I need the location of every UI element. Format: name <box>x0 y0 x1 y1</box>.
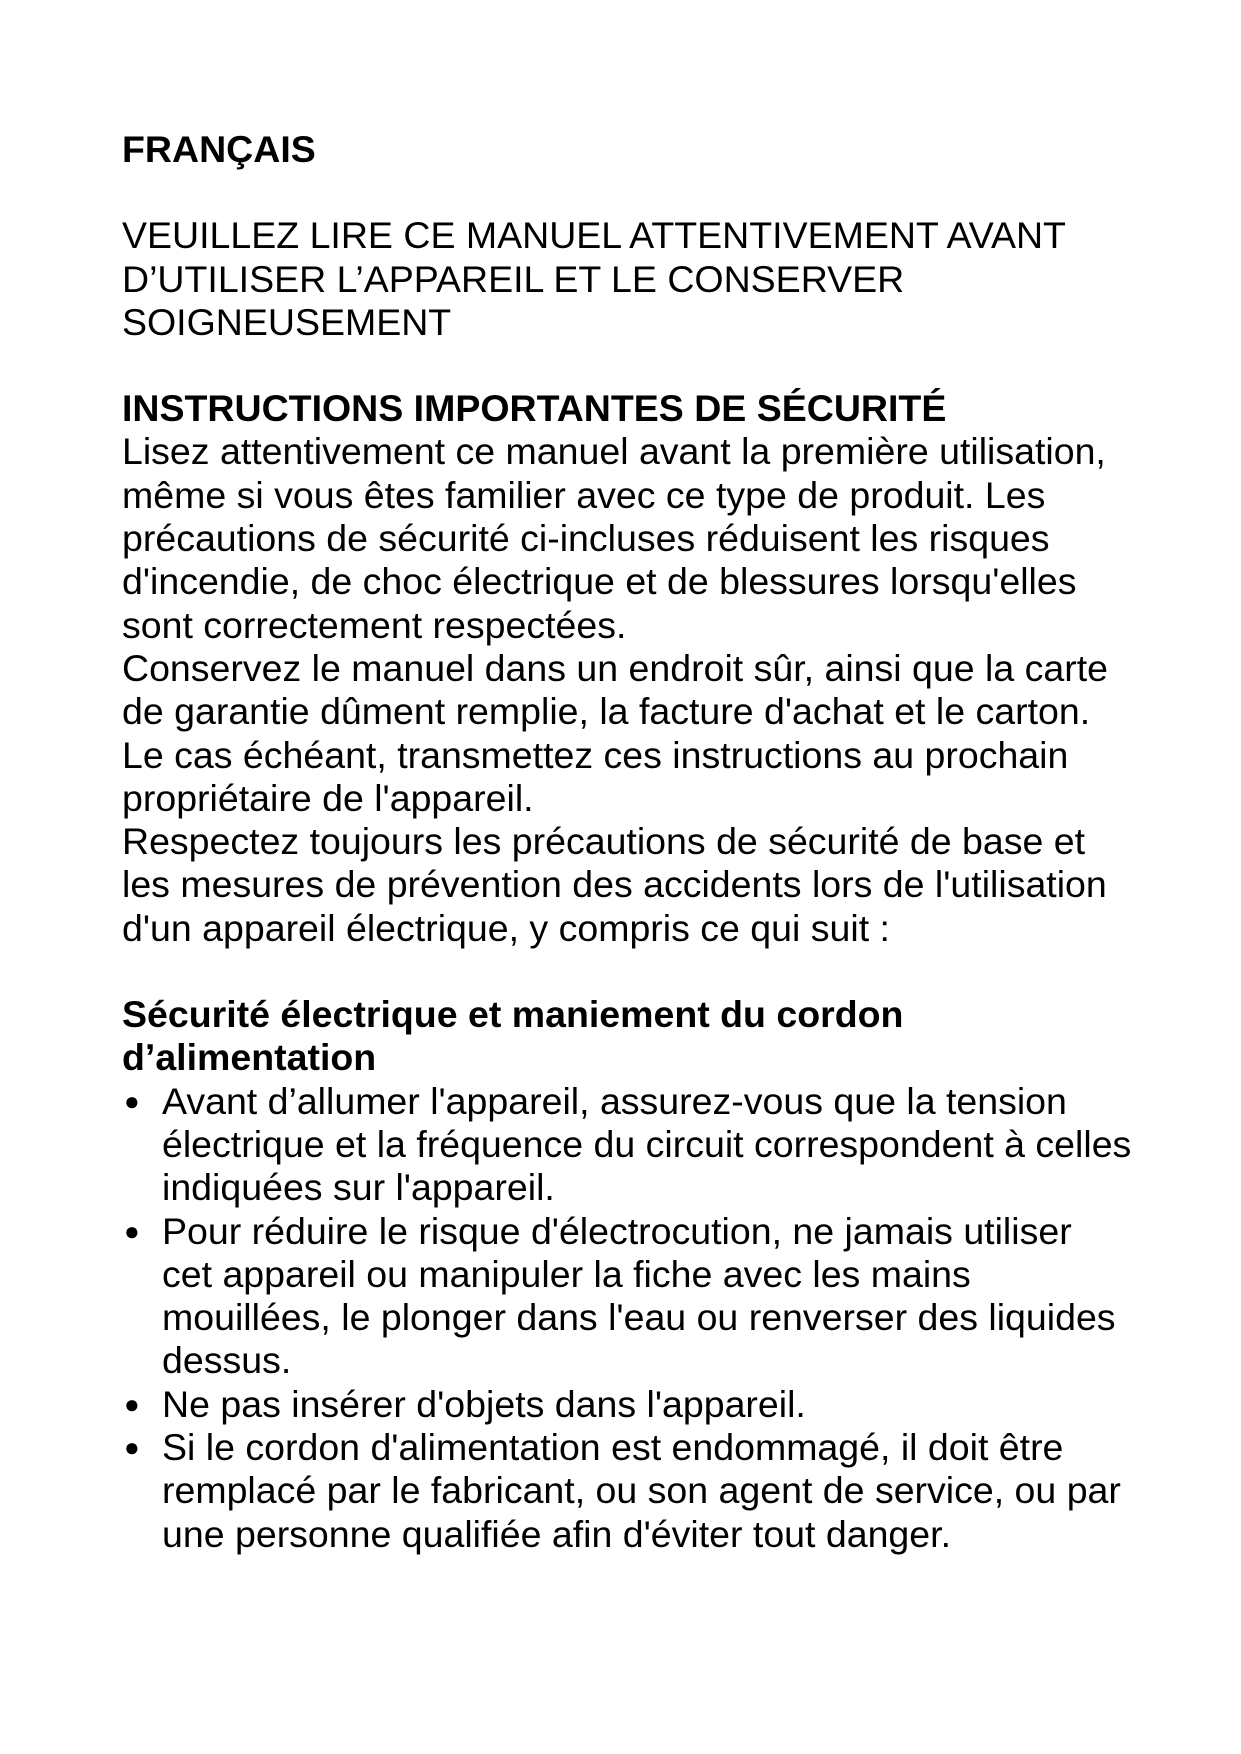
language-heading: FRANÇAIS <box>122 128 316 170</box>
list-item-text: Si le cordon d'alimentation est endommagé, il doit être remplacé par le fabricant, ou son agent de service, ou par une personne qualifiée afin d'éviter tout danger. <box>162 1426 1121 1555</box>
safety-paragraph: Respectez toujours les précautions de sécurité de base et les mesures de prévention des accidents lors de l'utilisation d'un appareil électrique, y compris ce qui suit : <box>122 820 1107 949</box>
safety-paragraph: Lisez attentivement ce manuel avant la première utilisation, même si vous êtes familier avec ce type de produit. Les précautions de sécurité ci-incluses réduisent les risques d'incendie, de choc électrique et de blessures lorsqu'elles sont correctement respectées. <box>122 430 1106 646</box>
list-item-text: Ne pas insérer d'objets dans l'appareil. <box>162 1382 806 1425</box>
list-item <box>122 1080 1132 1210</box>
list-item <box>122 1383 1132 1426</box>
list-item-text: Pour réduire le risque d'électrocution, ne jamais utiliser cet appareil ou manipuler la fiche avec les mains mouillées, le plonger dans l'eau ou renverser des liquides dessus. <box>162 1209 1116 1382</box>
list-item-text: Avant d’allumer l'appareil, assurez-vous que la tension électrique et la fréquence du circuit correspondent à celles indiquées sur l'appareil. <box>162 1079 1132 1209</box>
electrical-safety-list <box>122 1080 1132 1556</box>
bullet-icon: ● <box>124 1432 140 1463</box>
safety-paragraph: Conservez le manuel dans un endroit sûr, ainsi que la carte de garantie dûment remplie, la facture d'achat et le carton. Le cas échéant, transmettez ces instructions au prochain propriétaire de l'appareil. <box>122 646 1108 819</box>
bullet-icon: ● <box>124 1388 140 1419</box>
bullet-icon: ● <box>124 1215 140 1246</box>
list-item <box>122 1210 1132 1383</box>
electrical-safety-title: Sécurité électrique et maniement du cordon d’alimentation <box>122 993 904 1079</box>
read-manual-warning: VEUILLEZ LIRE CE MANUEL ATTENTIVEMENT AVANT D’UTILISER L’APPAREIL ET LE CONSERVER SOIGNEUSEMENT <box>122 214 1066 343</box>
bullet-icon: ● <box>124 1085 140 1116</box>
safety-instructions-title: INSTRUCTIONS IMPORTANTES DE SÉCURITÉ <box>122 387 947 430</box>
manual-page <box>122 128 1132 1556</box>
list-item <box>122 1426 1132 1556</box>
